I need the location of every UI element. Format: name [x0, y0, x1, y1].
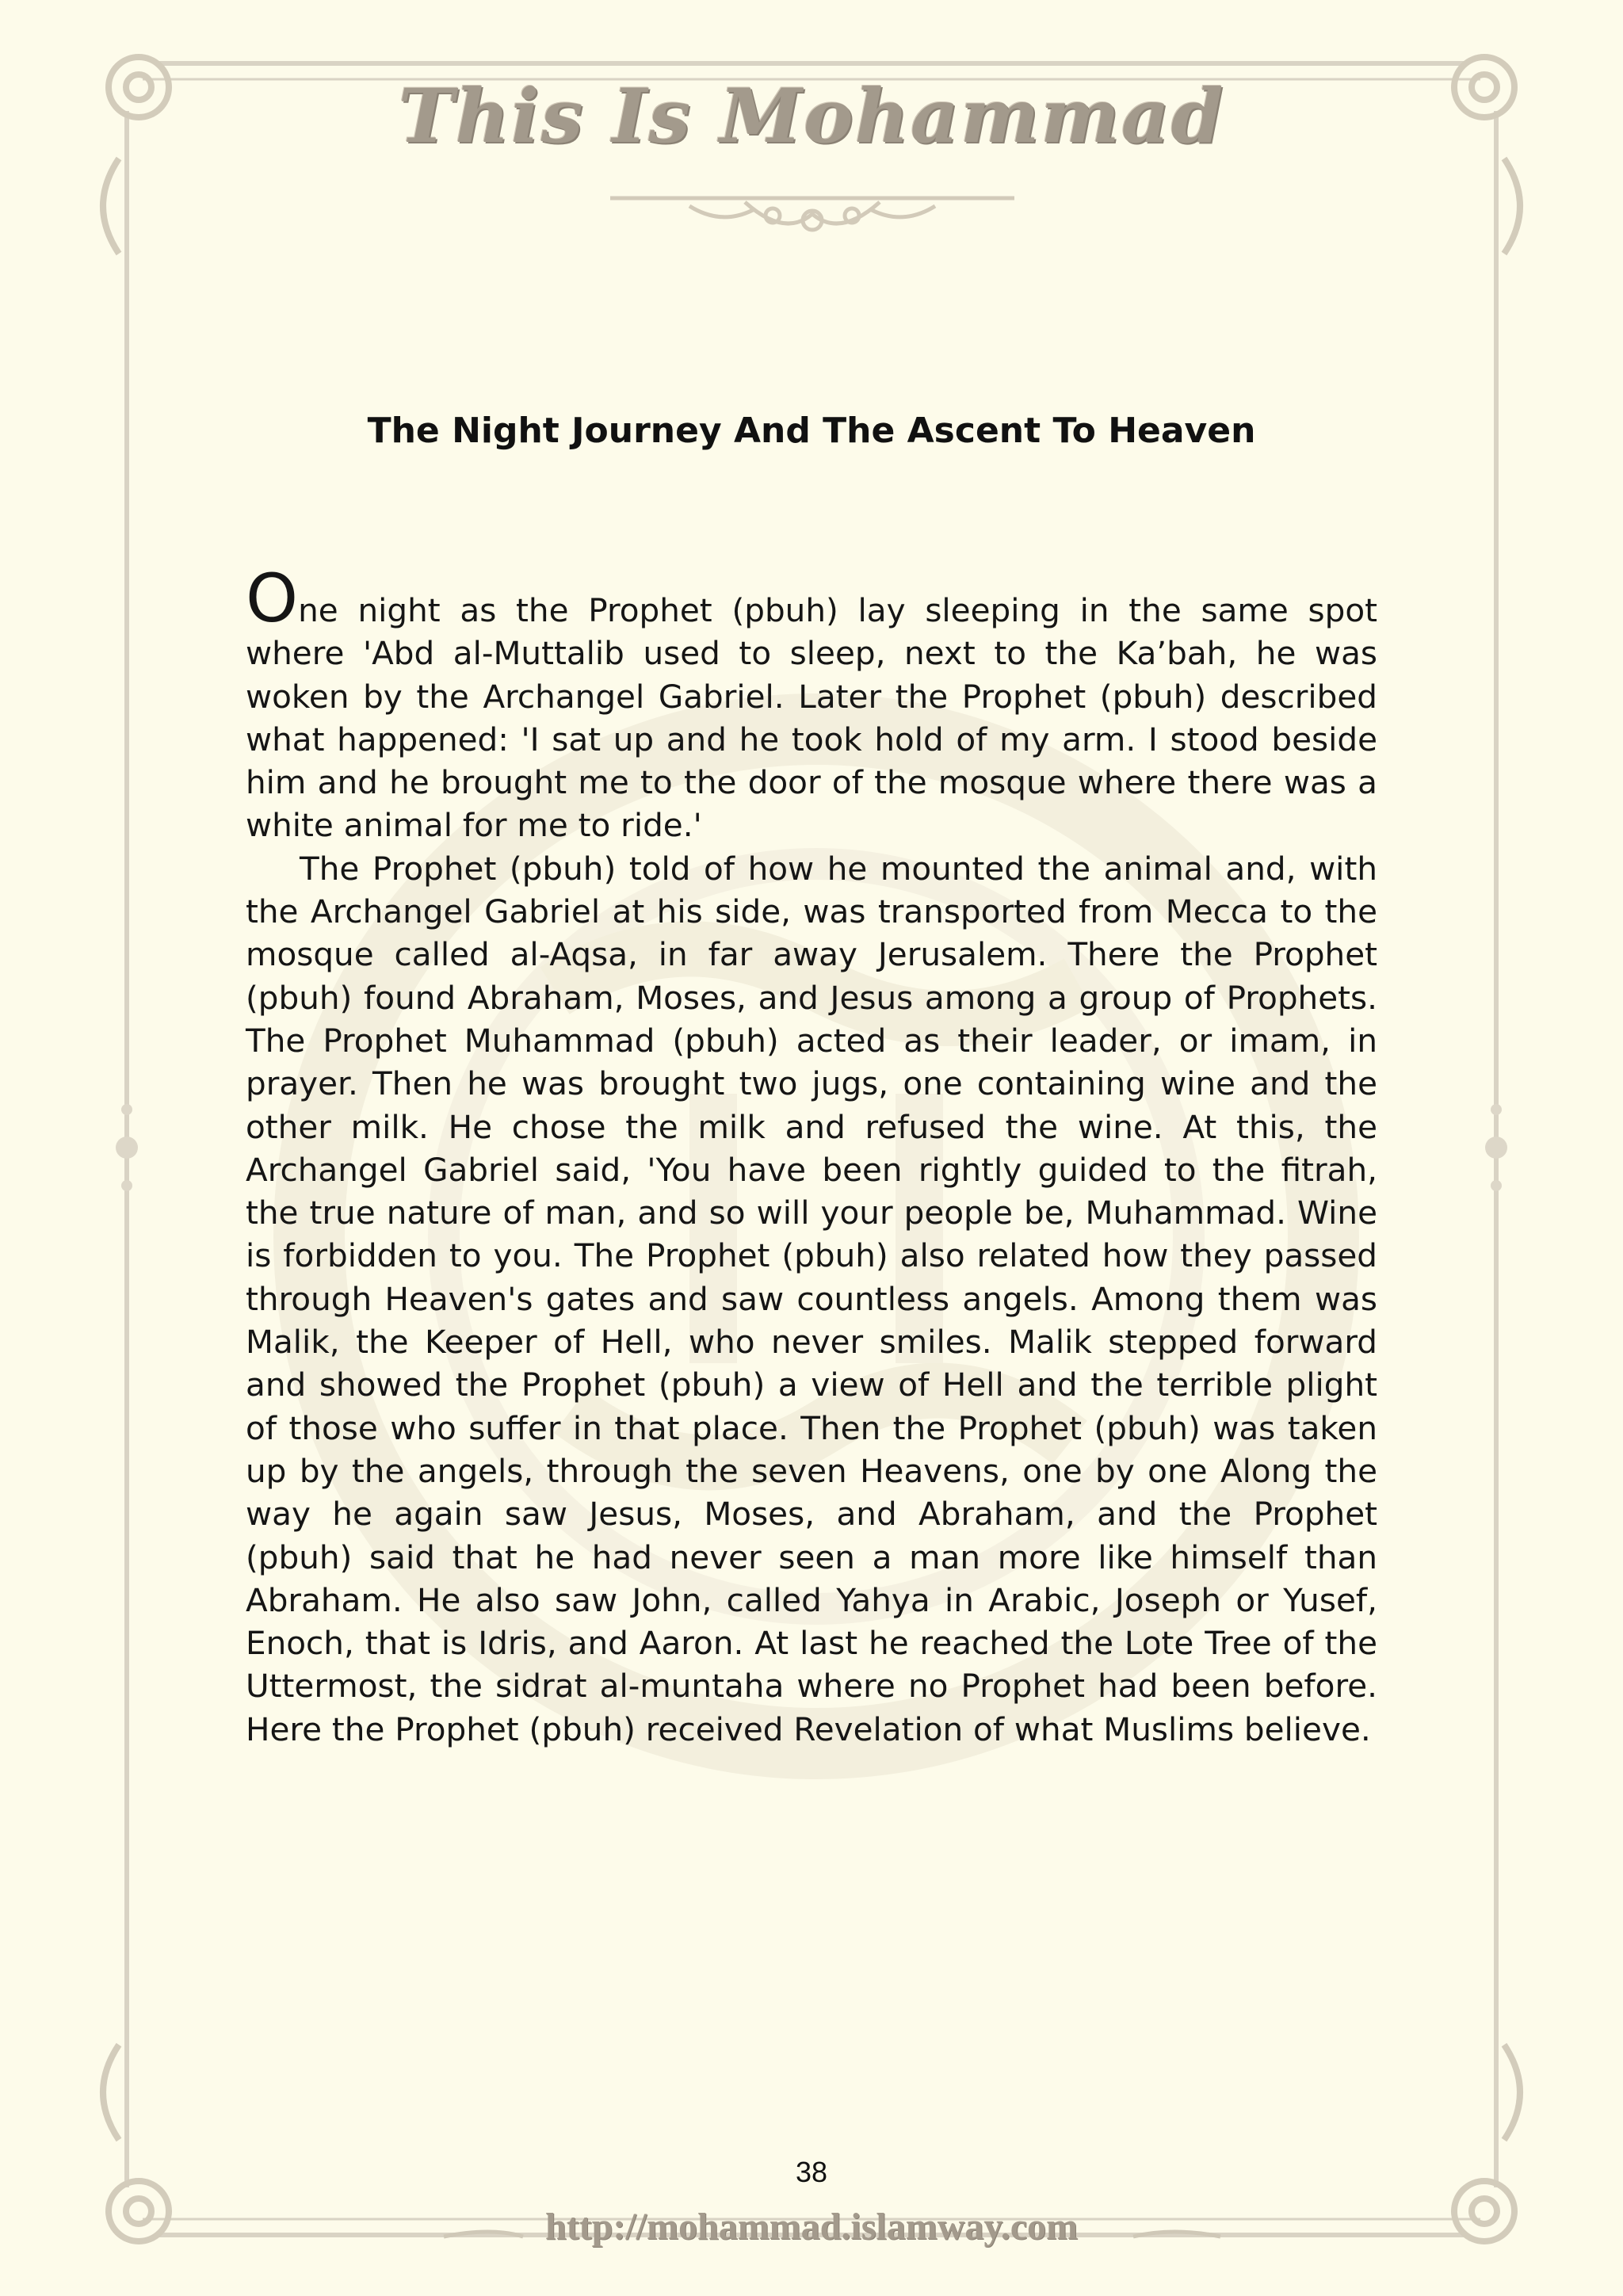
drop-cap: O	[246, 560, 299, 637]
body-text	[246, 560, 1377, 1751]
paragraph-2: The Prophet (pbuh) told of how he mounted the animal and, with the Archangel Gabriel at his side, was transported from Mecca to the mosque called al-Aqsa, in far away Jerusalem. There the Prophet (pbuh) found Abraham, Moses, and Jesus among a group of Prophets. The Prophet Muhammad (pbuh) acted as their leader, or imam, in prayer. Then he was brought two jugs, one containing wine and the other milk. He chose the milk and refused the wine. At this, the Archangel Gabriel said, 'You have been rightly guided to the fitrah, the true nature of man, and so will your people be, Muhammad. Wine is forbidden to you. The Prophet (pbuh) also related how they passed through Heaven's gates and saw countless angels. Among them was Malik, the Keeper of Hell, who never smiles. Malik stepped forward and showed the Prophet (pbuh) a view of Hell and the terrible plight of those who suffer in that place. Then the Prophet (pbuh) was taken up by the angels, through the seven Heavens, one by one Along the way he again saw Jesus, Moses, and Abraham, and the Prophet (pbuh) said that he had never seen a man more like himself than Abraham. He also saw John, called Yahya in Arabic, Joseph or Yusef, Enoch, that is Idris, and Aaron. At last he reached the Lote Tree of the Uttermost, the sidrat al-muntaha where no Prophet had been before. Here the Prophet (pbuh) received Revelation of what Muslims believe.	[246, 849, 1377, 1748]
book-title-header: This Is Mohammad	[398, 73, 1225, 160]
paragraph-1	[246, 560, 1377, 847]
footer-url: http://mohammad.islamway.com	[545, 2206, 1078, 2248]
header-ornament	[602, 182, 1022, 246]
paragraph-1-text: ne night as the Prophet (pbuh) lay sleeping in the same spot where 'Abd al-Muttalib used to sleep, next to the Ka’bah, he was woken by the Archangel Gabriel. Later the Prophet (pbuh) described what happened: 'I sat up and he took hold of my arm. I stood beside him and he brought me to the door of the mosque where there was a white animal for me to ride.'	[246, 591, 1377, 845]
chapter-title: The Night Journey And The Ascent To Heaven	[367, 411, 1256, 451]
page-number: 38	[795, 2156, 828, 2188]
